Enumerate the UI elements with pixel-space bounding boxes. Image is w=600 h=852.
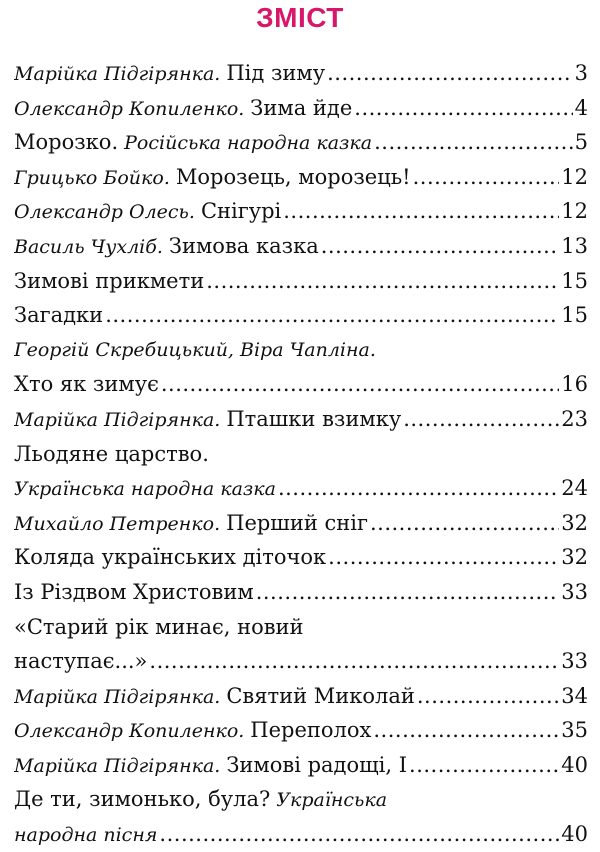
leader-dots <box>403 402 559 437</box>
toc-entry[interactable] <box>14 471 588 506</box>
entry-page: 40 <box>561 822 588 847</box>
entry-title: Загадки <box>14 303 104 328</box>
leader-dots <box>321 229 560 264</box>
toc-entry[interactable] <box>14 402 588 437</box>
entry-subtitle: Українська <box>276 789 388 812</box>
leader-dots <box>278 471 559 506</box>
entry-title: Під зиму <box>226 61 326 85</box>
toc-entry[interactable] <box>14 817 588 852</box>
entry-page: 12 <box>561 199 588 224</box>
toc-entry[interactable] <box>14 160 588 195</box>
toc-entry[interactable] <box>14 125 588 160</box>
entry-page: 3 <box>574 61 588 85</box>
entry-author: Марійка Підгірянка. <box>14 685 221 708</box>
entry-title: Зимова казка <box>168 233 319 258</box>
entry-author: Олександр Копиленко. <box>14 720 245 743</box>
entry-title: Де ти, зимонько, була? <box>14 787 271 812</box>
leader-dots <box>283 194 559 229</box>
entry-page: 33 <box>561 579 588 604</box>
entry-author: Марійка Підгірянка. <box>14 63 221 85</box>
leader-dots <box>149 644 559 679</box>
entry-page: 5 <box>574 130 588 155</box>
entry-title: Святий Миколай <box>226 683 415 708</box>
leader-dots <box>354 91 572 126</box>
toc-entry[interactable] <box>14 644 588 679</box>
leader-dots <box>256 575 560 610</box>
leader-dots <box>105 298 559 333</box>
entry-title: Із Різдвом Христовим <box>14 579 254 604</box>
entry-subtitle: Російська народна казка <box>124 132 373 155</box>
leader-dots <box>374 125 573 160</box>
leader-dots <box>159 817 559 852</box>
entry-page: 35 <box>561 718 588 743</box>
entry-title: Коляда українських діточок <box>14 545 327 570</box>
entry-author: Марійка Підгірянка. <box>14 408 221 431</box>
table-of-contents <box>14 56 588 852</box>
leader-dots <box>161 367 559 402</box>
toc-entry-continued[interactable] <box>14 610 588 645</box>
toc-entry-continued[interactable] <box>14 437 588 472</box>
toc-entry[interactable] <box>14 264 588 299</box>
entry-title: Перший сніг <box>226 510 368 535</box>
toc-entry[interactable] <box>14 506 588 541</box>
entry-title: Зимові прикмети <box>14 268 205 293</box>
entry-page: 15 <box>561 268 588 293</box>
toc-entry-continued[interactable] <box>14 333 588 368</box>
entry-title: наступає...» <box>14 649 148 674</box>
toc-entry[interactable] <box>14 229 588 264</box>
leader-dots <box>206 264 559 299</box>
toc-entry[interactable] <box>14 298 588 333</box>
toc-entry[interactable] <box>14 540 588 575</box>
entry-page: 34 <box>561 683 588 708</box>
entry-author: Олександр Олесь. <box>14 201 195 224</box>
entry-title: Зима йде <box>250 95 353 120</box>
entry-page: 13 <box>561 233 588 258</box>
entry-author: Георгій Скребицький, Віра Чапліна. <box>14 338 376 361</box>
entry-page: 12 <box>561 164 588 189</box>
leader-dots <box>328 540 559 575</box>
page-title: ЗМІСТ <box>256 2 344 33</box>
entry-title: Снігурі <box>200 199 282 224</box>
entry-author: Грицько Бойко. <box>14 166 170 189</box>
entry-title: Морозко. <box>14 130 119 155</box>
leader-dots <box>373 713 559 748</box>
entry-title: Морозець, морозець! <box>175 164 411 189</box>
entry-author: Михайло Петренко. <box>14 512 221 535</box>
entry-page: 24 <box>561 476 588 501</box>
entry-page: 23 <box>561 406 588 431</box>
entry-page: 40 <box>561 752 588 777</box>
toc-entry[interactable] <box>14 679 588 714</box>
entry-subtitle: народна пісня <box>14 824 158 847</box>
leader-dots <box>417 679 559 714</box>
entry-page: 16 <box>561 372 588 397</box>
leader-dots <box>370 506 559 541</box>
toc-entry[interactable] <box>14 367 588 402</box>
entry-title: Хто як зимує <box>14 372 159 397</box>
toc-entry[interactable] <box>14 575 588 610</box>
entry-title: Пташки взимку <box>226 406 402 431</box>
toc-entry-continued[interactable] <box>14 782 588 817</box>
entry-author: Василь Чухліб. <box>14 235 163 258</box>
leader-dots <box>409 748 559 783</box>
entry-page: 32 <box>561 545 588 570</box>
leader-dots <box>413 160 560 195</box>
entry-page: 15 <box>561 303 588 328</box>
entry-author: Олександр Копиленко. <box>14 97 245 120</box>
entry-title: Переполох <box>250 718 372 743</box>
toc-entry[interactable] <box>14 748 588 783</box>
entry-title: Льодяне царство. <box>14 441 209 466</box>
toc-entry[interactable] <box>14 91 588 126</box>
entry-page: 33 <box>561 649 588 674</box>
entry-title: Зимові радощі, І <box>226 752 408 777</box>
toc-entry[interactable] <box>14 713 588 748</box>
entry-page: 4 <box>574 95 588 120</box>
entry-title: «Старий рік минає, новий <box>14 614 304 639</box>
toc-entry[interactable] <box>14 56 588 91</box>
entry-author: Марійка Підгірянка. <box>14 754 221 777</box>
entry-page: 32 <box>561 510 588 535</box>
entry-subtitle: Українська народна казка <box>14 478 276 501</box>
toc-entry[interactable] <box>14 194 588 229</box>
leader-dots <box>327 56 573 91</box>
